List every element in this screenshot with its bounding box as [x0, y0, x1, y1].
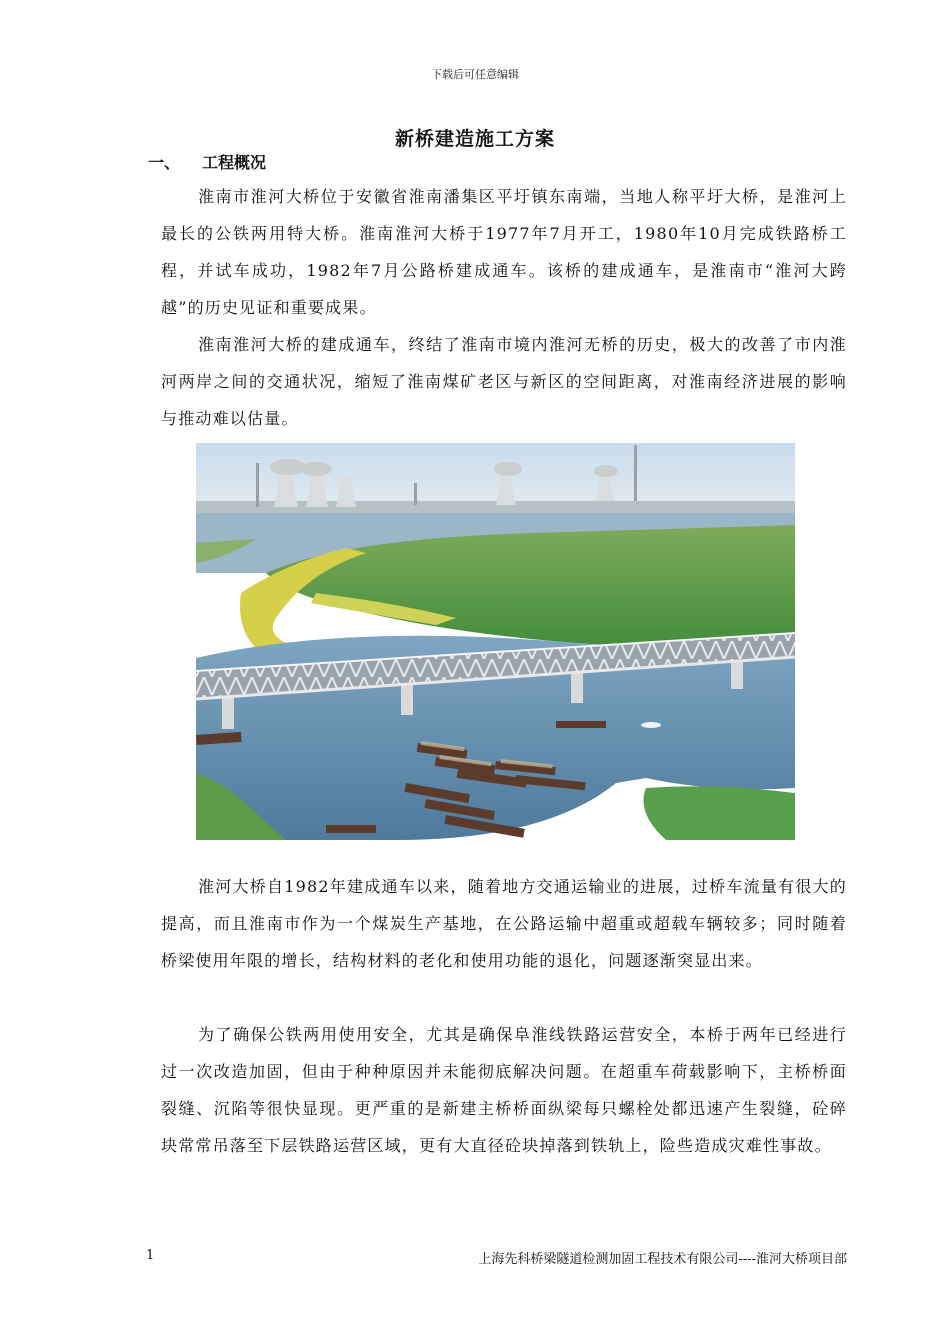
footer-company: 上海先科桥梁隧道检测加固工程技术有限公司----淮河大桥项目部 — [478, 1252, 847, 1267]
section-title: 工程概况 — [202, 153, 267, 172]
paragraph-safety: 为了确保公铁两用使用安全，尤其是确保阜淮线铁路运营安全，本桥于两年已经进行过一次改造加固，但由于种种原因并未能彻底解决问题。在超重车荷载影响下，主桥桥面裂缝、沉陷等很快显现。更严重的是新建主桥桥面纵梁每只螺栓处都迅速产生裂缝，砼碎块常常吊落至下层铁路运营区域，更有大直径砼块掉落到铁轨上，险些造成灾难性事故。 — [161, 1025, 847, 1155]
paragraph-problems: 淮河大桥自1982年建成通车以来，随着地方交通运输业的进展，过桥车流量有很大的提高，而且淮南市作为一个煤炭生产基地，在公路运输中超重或超载车辆较多；同时随着桥梁使用年限的增长，结构材料的老化和使用功能的退化，问题逐渐突显出来。 — [161, 877, 847, 970]
bridge-photo — [196, 443, 795, 840]
section-heading — [148, 150, 266, 173]
page-header-note: 下载后可任意编辑 — [431, 68, 519, 81]
section-number: 一、 — [148, 153, 181, 172]
paragraph-intro: 淮南市淮河大桥位于安徽省淮南潘集区平圩镇东南端，当地人称平圩大桥，是淮河上最长的公铁两用特大桥。淮南淮河大桥于1977年7月开工，1980年10月完成铁路桥工程，并试车成功，1982年7月公路桥建成通车。该桥的建成通车，是淮南市“淮河大跨越”的历史见证和重要成果。 — [161, 187, 847, 317]
paragraph-significance: 淮南淮河大桥的建成通车，终结了淮南市境内淮河无桥的历史，极大的改善了市内淮河两岸之间的交通状况，缩短了淮南煤矿老区与新区的空间距离，对淮南经济进展的影响与推动难以估量。 — [161, 335, 847, 428]
page-number: 1 — [146, 1248, 155, 1263]
document-title: 新桥建造施工方案 — [394, 128, 555, 150]
